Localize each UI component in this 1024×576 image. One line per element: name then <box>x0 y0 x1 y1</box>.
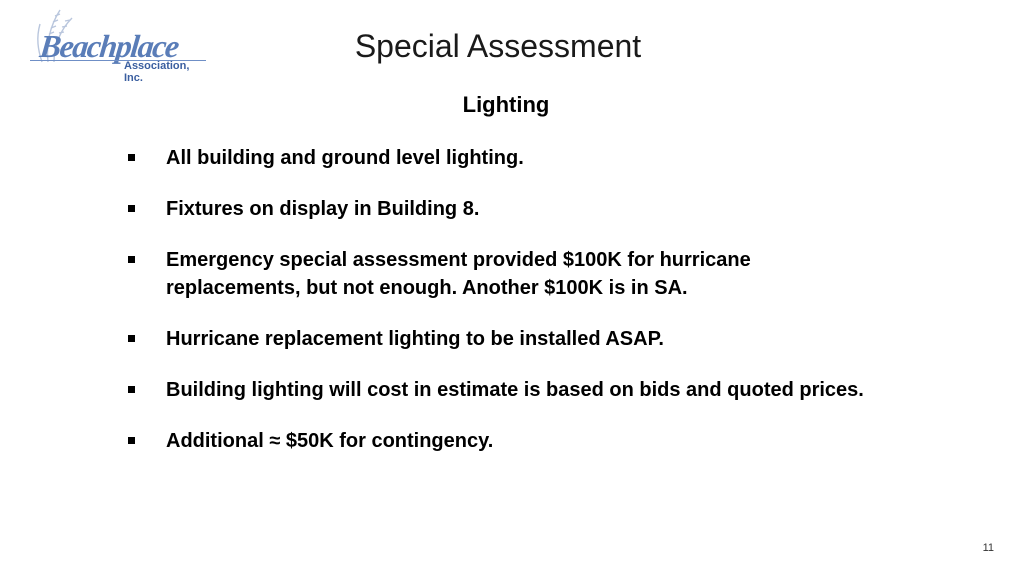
slide-title: Special Assessment <box>354 28 642 64</box>
square-bullet-icon <box>128 386 135 393</box>
square-bullet-icon <box>128 335 135 342</box>
bullet-item: Building lighting will cost in estimate is based on bids and quoted prices. <box>126 376 886 404</box>
logo-wordmark: Beachplace <box>38 28 180 64</box>
bullet-item: Additional ≈ $50K for contingency. <box>126 427 886 455</box>
square-bullet-icon <box>128 256 135 263</box>
square-bullet-icon <box>128 154 135 161</box>
square-bullet-icon <box>128 437 135 444</box>
bullet-item: Emergency special assessment provided $100K for hurricane replacements, but not enough. Another $100K is in SA. <box>126 246 886 302</box>
slide-subtitle: Lighting <box>462 92 550 117</box>
bullet-item: Hurricane replacement lighting to be installed ASAP. <box>126 325 886 353</box>
logo-subtitle: Association, Inc. <box>124 60 190 84</box>
bullet-item: Fixtures on display in Building 8. <box>126 195 886 223</box>
square-bullet-icon <box>128 205 135 212</box>
page-number: 11 <box>982 542 994 554</box>
bullet-list <box>126 144 886 478</box>
bullet-item: All building and ground level lighting. <box>126 144 886 172</box>
